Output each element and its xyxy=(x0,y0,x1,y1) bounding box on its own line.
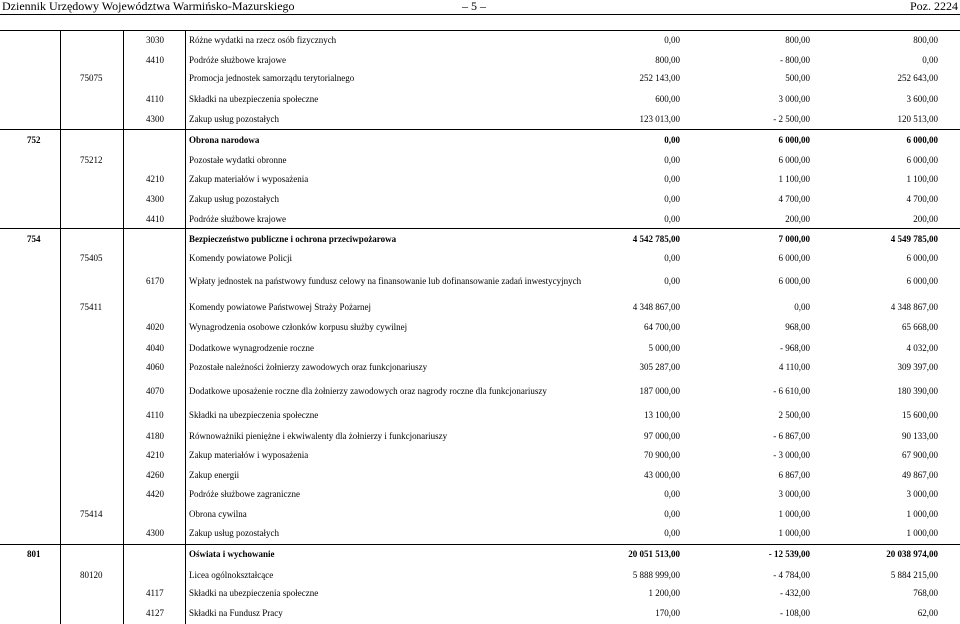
amount-before: 0,00 xyxy=(664,276,680,286)
amount-before: 0,00 xyxy=(664,528,680,538)
amount-change: - 6 867,00 xyxy=(773,431,810,441)
item-name: Podróże służbowe krajowe xyxy=(189,214,286,224)
budget-table xyxy=(0,30,960,624)
paragraph-code: 4110 xyxy=(146,410,164,420)
amount-after: 309 397,00 xyxy=(897,362,938,372)
amount-before: 64 700,00 xyxy=(644,322,680,332)
page-number: – 5 – xyxy=(462,0,486,13)
amount-after: 6 000,00 xyxy=(906,276,938,286)
amount-after: 4 032,00 xyxy=(906,343,938,353)
amount-change: 4 110,00 xyxy=(778,362,810,372)
item-name: Wynagrodzenia osobowe członków korpusu służby cywilnej xyxy=(189,322,408,332)
chapter-code: 75075 xyxy=(80,73,103,83)
chapter-code: 75411 xyxy=(80,302,103,312)
paragraph-code: 4300 xyxy=(146,528,164,538)
section-code: 754 xyxy=(27,234,41,244)
amount-before: 800,00 xyxy=(655,55,680,65)
amount-before: 1 200,00 xyxy=(648,588,680,598)
header-rule xyxy=(0,14,960,15)
amount-change: - 12 539,00 xyxy=(768,549,810,559)
paragraph-code: 4110 xyxy=(146,94,164,104)
amount-before: 0,00 xyxy=(664,35,680,45)
item-name: Podróże służbowe zagraniczne xyxy=(189,489,300,499)
amount-after: 800,00 xyxy=(913,35,938,45)
amount-before: 0,00 xyxy=(664,194,680,204)
amount-before: 13 100,00 xyxy=(644,410,680,420)
amount-after: 20 038 974,00 xyxy=(886,549,938,559)
amount-change: 6 000,00 xyxy=(778,155,810,165)
amount-change: - 4 784,00 xyxy=(773,570,810,580)
paragraph-code: 4117 xyxy=(146,588,164,598)
section-rule xyxy=(0,129,960,130)
amount-change: - 3 000,00 xyxy=(773,450,810,460)
paragraph-code: 4410 xyxy=(146,214,164,224)
item-name: Pozostałe należności żołnierzy zawodowych oraz funkcjonariuszy xyxy=(189,362,428,372)
amount-after: 4 549 785,00 xyxy=(890,234,938,244)
item-name: Oświata i wychowanie xyxy=(189,549,275,559)
amount-before: 43 000,00 xyxy=(644,470,680,480)
paragraph-code: 4070 xyxy=(146,386,164,396)
amount-change: 2 500,00 xyxy=(778,410,810,420)
amount-after: 1 000,00 xyxy=(906,509,938,519)
paragraph-code: 4040 xyxy=(146,343,164,353)
amount-after: 1 100,00 xyxy=(906,174,938,184)
chapter-code: 75212 xyxy=(80,155,103,165)
page-header xyxy=(0,0,960,14)
amount-before: 70 900,00 xyxy=(644,450,680,460)
paragraph-code: 6170 xyxy=(146,276,164,286)
amount-after: 4 348 867,00 xyxy=(890,302,938,312)
amount-change: 200,00 xyxy=(785,214,810,224)
col-divider xyxy=(123,30,124,624)
item-name: Zakup usług pozostałych xyxy=(189,194,279,204)
amount-before: 4 542 785,00 xyxy=(632,234,680,244)
amount-before: 0,00 xyxy=(664,253,680,263)
item-name: Licea ogólnokształcące xyxy=(189,570,274,580)
amount-change: 968,00 xyxy=(785,322,810,332)
amount-before: 0,00 xyxy=(664,509,680,519)
amount-after: 6 000,00 xyxy=(906,135,938,145)
amount-change: - 800,00 xyxy=(780,55,810,65)
amount-after: 67 900,00 xyxy=(902,450,938,460)
amount-before: 5 888 999,00 xyxy=(632,570,680,580)
item-name: Zakup usług pozostałych xyxy=(189,528,279,538)
item-name: Składki na ubezpieczenia społeczne xyxy=(189,410,319,420)
amount-after: 120 513,00 xyxy=(897,114,938,124)
col-divider xyxy=(60,30,61,624)
amount-change: 1 000,00 xyxy=(778,528,810,538)
amount-change: - 968,00 xyxy=(780,343,810,353)
item-name: Składki na ubezpieczenia społeczne xyxy=(189,94,319,104)
item-name: Obrona narodowa xyxy=(189,135,260,145)
chapter-code: 75414 xyxy=(80,509,103,519)
amount-after: 5 884 215,00 xyxy=(890,570,938,580)
amount-change: 800,00 xyxy=(785,35,810,45)
journal-title: Dziennik Urzędowy Województwa Warmińsko-Mazurskiego xyxy=(2,0,295,13)
item-name: Składki na ubezpieczenia społeczne xyxy=(189,588,319,598)
amount-before: 20 051 513,00 xyxy=(628,549,680,559)
amount-before: 0,00 xyxy=(664,174,680,184)
amount-before: 0,00 xyxy=(664,155,680,165)
amount-after: 0,00 xyxy=(922,55,938,65)
amount-after: 4 700,00 xyxy=(906,194,938,204)
item-name: Komendy powiatowe Państwowej Straży Pożarnej xyxy=(189,302,371,312)
amount-before: 187 000,00 xyxy=(639,386,680,396)
amount-before: 0,00 xyxy=(664,214,680,224)
item-name: Zakup energii xyxy=(189,470,240,480)
amount-after: 90 133,00 xyxy=(902,431,938,441)
amount-change: 4 700,00 xyxy=(778,194,810,204)
amount-before: 0,00 xyxy=(664,135,680,145)
paragraph-code: 4410 xyxy=(146,55,164,65)
paragraph-code: 4260 xyxy=(146,470,164,480)
amount-after: 49 867,00 xyxy=(902,470,938,480)
amount-after: 180 390,00 xyxy=(897,386,938,396)
amount-change: 0,00 xyxy=(794,302,810,312)
amount-change: 1 100,00 xyxy=(778,174,810,184)
amount-after: 252 643,00 xyxy=(897,73,938,83)
amount-change: 3 000,00 xyxy=(778,489,810,499)
amount-change: 6 000,00 xyxy=(778,253,810,263)
amount-change: 7 000,00 xyxy=(778,234,810,244)
amount-change: 3 000,00 xyxy=(778,94,810,104)
paragraph-code: 3030 xyxy=(146,35,164,45)
amount-after: 1 000,00 xyxy=(906,528,938,538)
chapter-code: 80120 xyxy=(80,570,103,580)
section-code: 752 xyxy=(27,135,41,145)
section-rule xyxy=(0,228,960,229)
amount-after: 3 000,00 xyxy=(906,489,938,499)
paragraph-code: 4210 xyxy=(146,174,164,184)
section-rule xyxy=(0,30,960,31)
item-name: Obrona cywilna xyxy=(189,509,247,519)
amount-before: 600,00 xyxy=(655,94,680,104)
amount-before: 252 143,00 xyxy=(639,73,680,83)
paragraph-code: 4127 xyxy=(146,608,164,618)
item-name: Dodatkowe wynagrodzenie roczne xyxy=(189,343,314,353)
amount-change: 6 000,00 xyxy=(778,135,810,145)
item-name: Zakup materiałów i wyposażenia xyxy=(189,174,309,184)
amount-before: 4 348 867,00 xyxy=(632,302,680,312)
item-name: Zakup materiałów i wyposażenia xyxy=(189,450,309,460)
amount-after: 6 000,00 xyxy=(906,253,938,263)
amount-change: 6 867,00 xyxy=(778,470,810,480)
amount-after: 3 600,00 xyxy=(906,94,938,104)
amount-after: 15 600,00 xyxy=(902,410,938,420)
paragraph-code: 4300 xyxy=(146,114,164,124)
amount-before: 123 013,00 xyxy=(639,114,680,124)
paragraph-code: 4420 xyxy=(146,489,164,499)
amount-change: - 108,00 xyxy=(780,608,810,618)
col-divider xyxy=(185,30,186,624)
item-name: Wpłaty jednostek na państwowy fundusz celowy na finansowanie lub dofinansowanie zadań inwestycyjnych xyxy=(189,276,582,286)
item-name: Zakup usług pozostałych xyxy=(189,114,279,124)
item-name: Promocja jednostek samorządu terytorialnego xyxy=(189,73,355,83)
amount-change: 6 000,00 xyxy=(778,276,810,286)
amount-before: 305 287,00 xyxy=(639,362,680,372)
amount-before: 170,00 xyxy=(655,608,680,618)
paragraph-code: 4020 xyxy=(146,322,164,332)
section-rule xyxy=(0,544,960,545)
amount-change: - 6 610,00 xyxy=(773,386,810,396)
chapter-code: 75405 xyxy=(80,253,103,263)
paragraph-code: 4210 xyxy=(146,450,164,460)
item-name: Bezpieczeństwo publiczne i ochrona przeciwpożarowa xyxy=(189,234,397,244)
position-number: Poz. 2224 xyxy=(910,0,958,13)
item-name: Pozostałe wydatki obronne xyxy=(189,155,287,165)
amount-before: 0,00 xyxy=(664,489,680,499)
amount-after: 200,00 xyxy=(913,214,938,224)
amount-after: 768,00 xyxy=(913,588,938,598)
item-name: Równoważniki pieniężne i ekwiwalenty dla żołnierzy i funkcjonariuszy xyxy=(189,431,448,441)
amount-after: 6 000,00 xyxy=(906,155,938,165)
amount-after: 62,00 xyxy=(917,608,938,618)
item-name: Różne wydatki na rzecz osób fizycznych xyxy=(189,35,337,45)
item-name: Składki na Fundusz Pracy xyxy=(189,608,283,618)
paragraph-code: 4300 xyxy=(146,194,164,204)
amount-before: 97 000,00 xyxy=(644,431,680,441)
paragraph-code: 4180 xyxy=(146,431,164,441)
amount-change: 1 000,00 xyxy=(778,509,810,519)
amount-before: 5 000,00 xyxy=(648,343,680,353)
item-name: Komendy powiatowe Policji xyxy=(189,253,292,263)
paragraph-code: 4060 xyxy=(146,362,164,372)
amount-change: 500,00 xyxy=(785,73,810,83)
amount-change: - 432,00 xyxy=(780,588,810,598)
amount-change: - 2 500,00 xyxy=(773,114,810,124)
amount-after: 65 668,00 xyxy=(902,322,938,332)
section-code: 801 xyxy=(27,549,41,559)
item-name: Dodatkowe uposażenie roczne dla żołnierzy zawodowych oraz nagrody roczne dla funkcjonariuszy xyxy=(189,386,547,396)
item-name: Podróże służbowe krajowe xyxy=(189,55,286,65)
